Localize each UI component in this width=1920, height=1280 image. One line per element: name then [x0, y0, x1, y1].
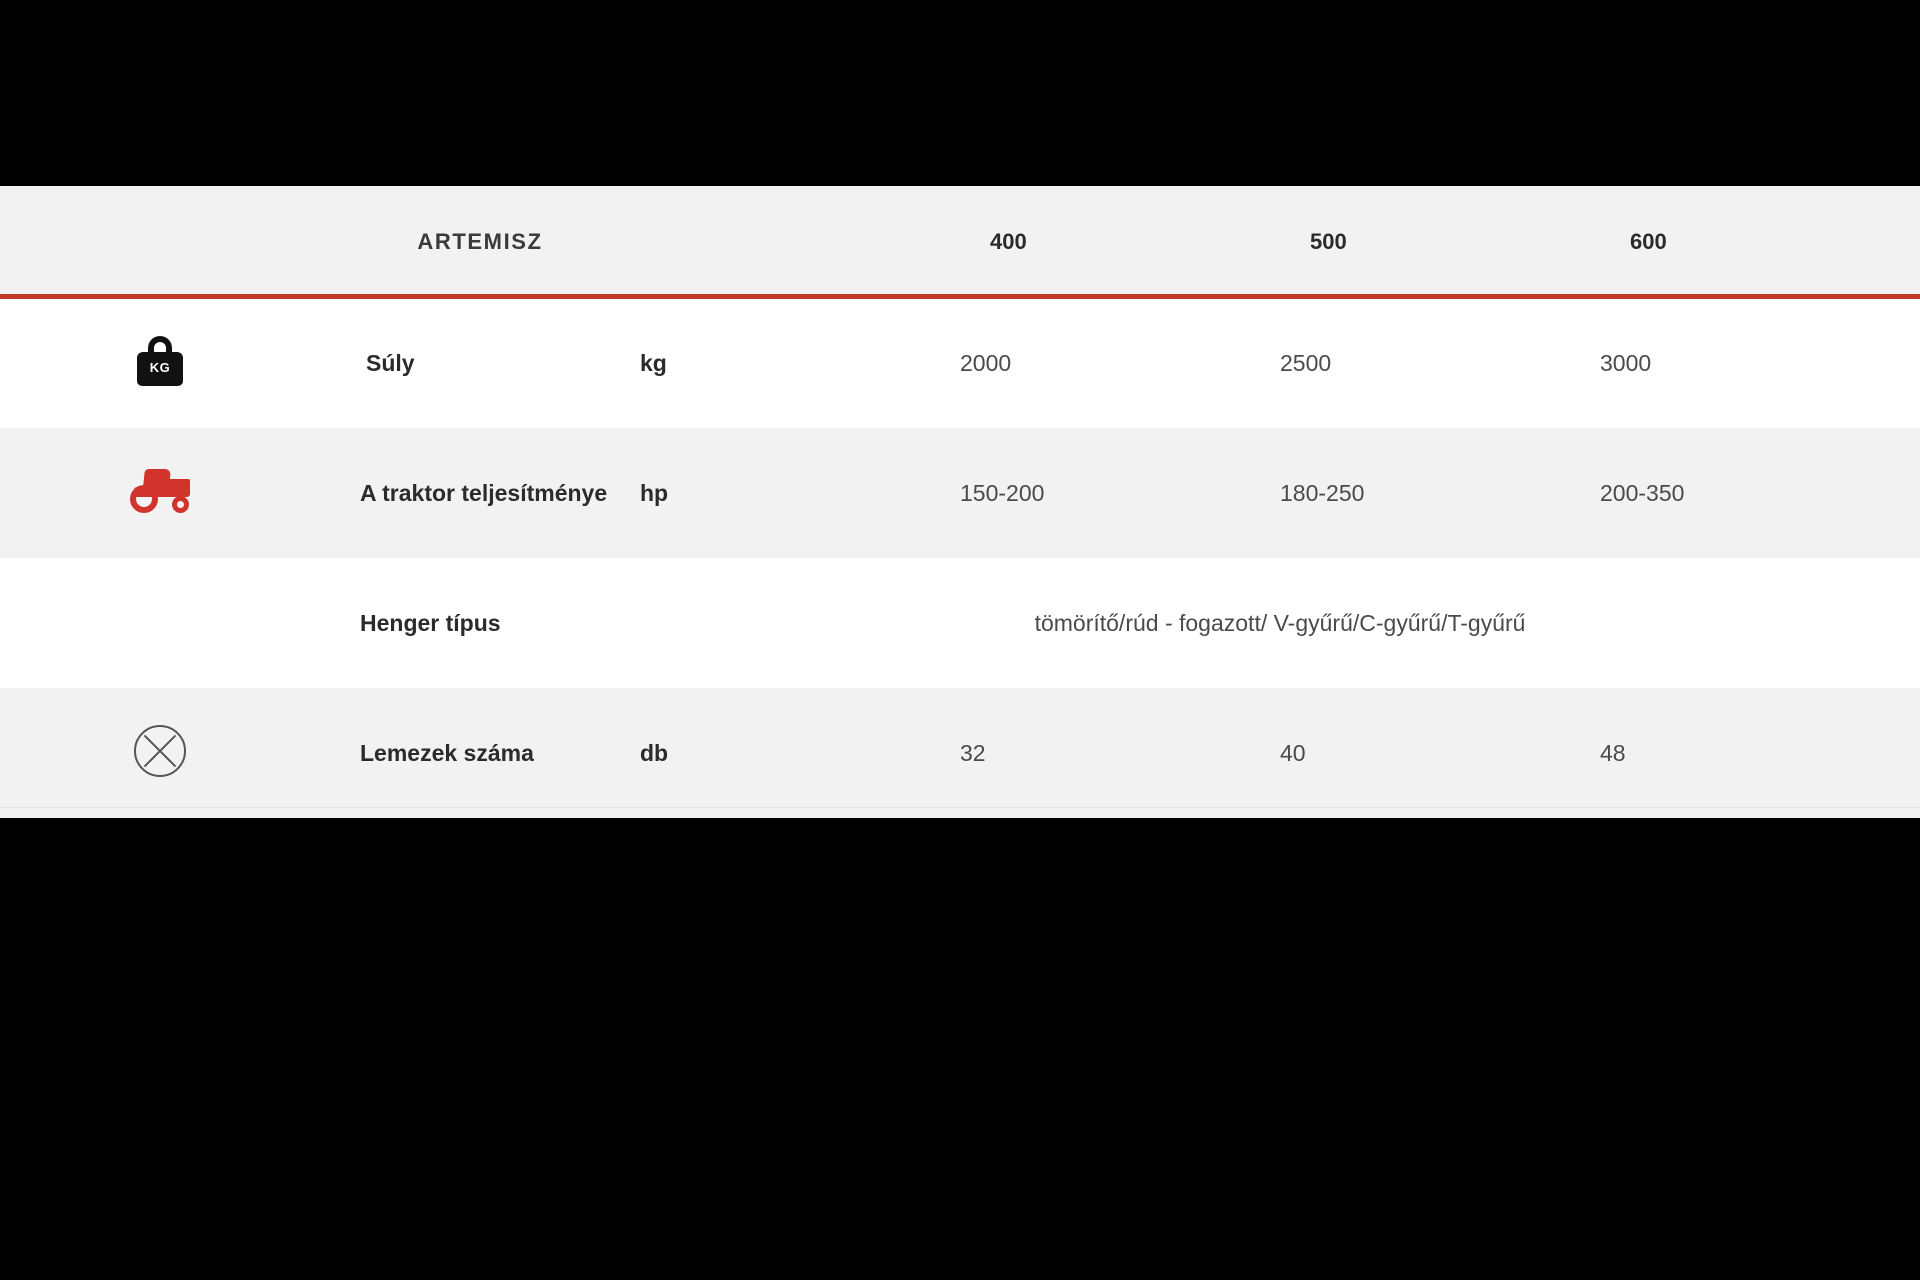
table-header — [0, 186, 1920, 298]
row-icon-cell — [0, 428, 320, 558]
table-row — [0, 688, 1920, 818]
table-row — [0, 298, 1920, 428]
disc-icon — [134, 725, 186, 777]
row-icon-cell — [0, 558, 320, 688]
row-label-cell — [320, 558, 640, 688]
table-bottom-divider — [0, 807, 1920, 808]
row-label: Súly — [366, 349, 415, 376]
table-body — [0, 298, 1920, 818]
row-value-500: 2500 — [1280, 298, 1600, 428]
table-row — [0, 428, 1920, 558]
row-value-400: 150-200 — [960, 428, 1280, 558]
row-spanned-value: tömörítő/rúd - fogazott/ V-gyűrű/C-gyűrű/T-gyűrű — [640, 558, 1920, 688]
row-value-400: 32 — [960, 688, 1280, 818]
header-product-title: ARTEMISZ — [320, 186, 640, 298]
row-label: A traktor teljesítménye — [360, 479, 608, 506]
header-unit-column — [640, 186, 960, 298]
row-value-600: 48 — [1600, 688, 1920, 818]
row-unit-cell: db — [640, 688, 960, 818]
specifications-table — [0, 186, 1920, 818]
weight-icon — [137, 336, 183, 386]
row-label: Lemezek száma — [360, 739, 534, 766]
row-icon-cell — [0, 688, 320, 818]
row-value-400: 2000 — [960, 298, 1280, 428]
row-label-cell — [320, 428, 640, 558]
row-label-cell — [320, 688, 640, 818]
row-label-cell — [320, 298, 640, 428]
row-value-500: 180-250 — [1280, 428, 1600, 558]
row-unit-cell: hp — [640, 428, 960, 558]
row-value-600: 200-350 — [1600, 428, 1920, 558]
header-model-600: 600 — [1600, 186, 1920, 298]
header-model-400: 400 — [960, 186, 1280, 298]
table-row — [0, 558, 1920, 688]
row-label: Henger típus — [360, 609, 501, 636]
header-model-500: 500 — [1280, 186, 1600, 298]
spec-table-container — [0, 186, 1920, 808]
row-value-600: 3000 — [1600, 298, 1920, 428]
row-icon-cell — [0, 298, 320, 428]
header-icon-column — [0, 186, 320, 298]
row-unit-cell: kg — [640, 298, 960, 428]
row-value-500: 40 — [1280, 688, 1600, 818]
tractor-icon — [128, 469, 192, 513]
header-accent-rule — [0, 294, 1920, 299]
table-header-row — [0, 186, 1920, 298]
